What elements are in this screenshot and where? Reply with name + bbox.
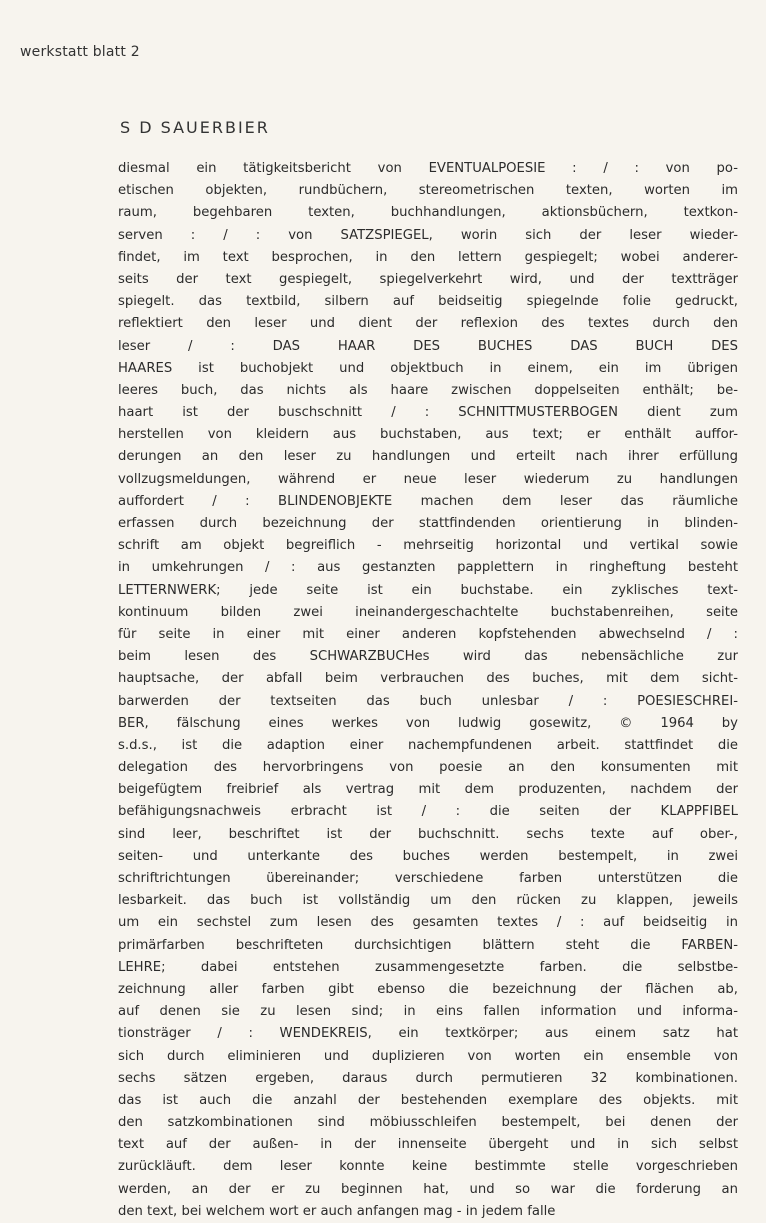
text-line: um ein sechstel zum lesen des gesamten textes / : auf beidseitig in [118,915,738,931]
text-line: erfassen durch bezeichnung der stattfindenden orientierung in blinden- [118,516,738,531]
text-line: LEHRE; dabei entstehen zusammengesetzte farben. die selbstbe- [118,959,738,975]
text-line: zeichnung aller farben gibt ebenso die bezeichnung der flächen ab, [118,981,738,997]
text-line: herstellen von kleidern aus buchstaben, aus text; er enthält auffor- [118,427,738,443]
text-line: vollzugsmeldungen, während er neue leser wiederum zu handlungen [118,471,738,487]
page-header: werkstatt blatt 2 [20,44,140,60]
body-text [118,158,738,1223]
text-line: leeres buch, das nichts als haare zwischen doppelseiten enthält; be- [118,382,738,398]
text-line: sechs sätzen ergeben, daraus durch permutieren 32 kombinationen. [118,1070,738,1086]
text-line: LETTERNWERK; jede seite ist ein buchstabe. ein zyklisches text- [118,582,738,598]
text-line: tionsträger / : WENDEKREIS, ein textkörper; aus einem satz hat [118,1026,738,1042]
text-line: HAARES ist buchobjekt und objektbuch in einem, ein im übrigen [118,360,738,376]
text-line: s.d.s., ist die adaption einer nachempfundenen arbeit. stattfindet die [118,737,738,753]
text-line: sind leer, beschriftet ist der buchschnitt. sechs texte auf ober-, [118,826,738,842]
text-line: findet, im text besprochen, in den lettern gespiegelt; wobei anderer- [118,249,738,265]
text-line: leser / : DAS HAAR DES BUCHES DAS BUCH DES [118,338,738,354]
text-line: delegation des hervorbringens von poesie an den konsumenten mit [118,760,738,776]
text-line: diesmal ein tätigkeitsbericht von EVENTUALPOESIE : / : von po- [118,161,738,176]
text-line: befähigungsnachweis erbracht ist / : die seiten der KLAPPFIBEL [118,804,738,820]
text-line: hauptsache, der abfall beim verbrauchen des buches, mit dem sicht- [118,671,738,687]
text-line: sich durch eliminieren und duplizieren von worten ein ensemble von [118,1048,738,1064]
text-line: barwerden der textseiten das buch unlesbar / : POESIESCHREI- [118,693,738,709]
text-line: in umkehrungen / : aus gestanzten papplettern in ringheftung besteht [118,560,738,576]
text-line: haart ist der buschschnitt / : SCHNITTMUSTERBOGEN dient zum [118,405,738,421]
text-line: seiten- und unterkante des buches werden bestempelt, in zwei [118,848,738,864]
text-line: kontinuum bilden zwei ineinandergeschachtelte buchstabenreihen, seite [118,604,738,620]
text-line: reflektiert den leser und dient der reflexion des textes durch den [118,316,738,332]
text-line: seits der text gespiegelt, spiegelverkehrt wird, und der textträger [118,271,738,287]
text-line: lesbarkeit. das buch ist vollständig um den rücken zu klappen, jeweils [118,893,738,909]
text-line: primärfarben beschrifteten durchsichtigen blättern steht die FARBEN- [118,937,738,953]
author-name: S D SAUERBIER [120,118,270,137]
text-line: etischen objekten, rundbüchern, stereometrischen texten, worten im [118,183,738,199]
text-line: raum, begehbaren texten, buchhandlungen, aktionsbüchern, textkon- [118,205,738,221]
text-line: text auf der außen- in der innenseite übergeht und in sich selbst [118,1137,738,1153]
text-line: derungen an den leser zu handlungen und erteilt nach ihrer erfüllung [118,449,738,465]
text-line: serven : / : von SATZSPIEGEL, worin sich der leser wieder- [118,227,738,243]
text-line: schriftrichtungen übereinander; verschiedene farben unterstützen die [118,871,738,886]
text-line: den satzkombinationen sind möbiusschleifen bestempelt, bei denen der [118,1115,738,1131]
text-line: spiegelt. das textbild, silbern auf beidseitig spiegelnde folie gedruckt, [118,294,738,310]
text-line: werden, an der er zu beginnen hat, und so war die forderung an [118,1181,738,1197]
text-line: beigefügtem freibrief als vertrag mit dem produzenten, nachdem der [118,782,738,798]
text-line: schrift am objekt begreiflich - mehrseitig horizontal und vertikal sowie [118,538,738,554]
text-line: für seite in einer mit einer anderen kopfstehenden abwechselnd / : [118,626,738,642]
text-line: beim lesen des SCHWARZBUCHes wird das nebensächliche zur [118,649,738,665]
text-line: auffordert / : BLINDENOBJEKTE machen dem leser das räumliche [118,493,738,509]
text-line: den text, bei welchem wort er auch anfangen mag - in jedem falle [118,1203,556,1219]
text-line: auf denen sie zu lesen sind; in eins fallen information und informa- [118,1004,738,1020]
text-line: BER, fälschung eines werkes von ludwig gosewitz, © 1964 by [118,715,738,731]
text-line: das ist auch die anzahl der bestehenden exemplare des objekts. mit [118,1092,738,1108]
text-line: zurückläuft. dem leser konnte keine bestimmte stelle vorgeschrieben [118,1159,738,1175]
